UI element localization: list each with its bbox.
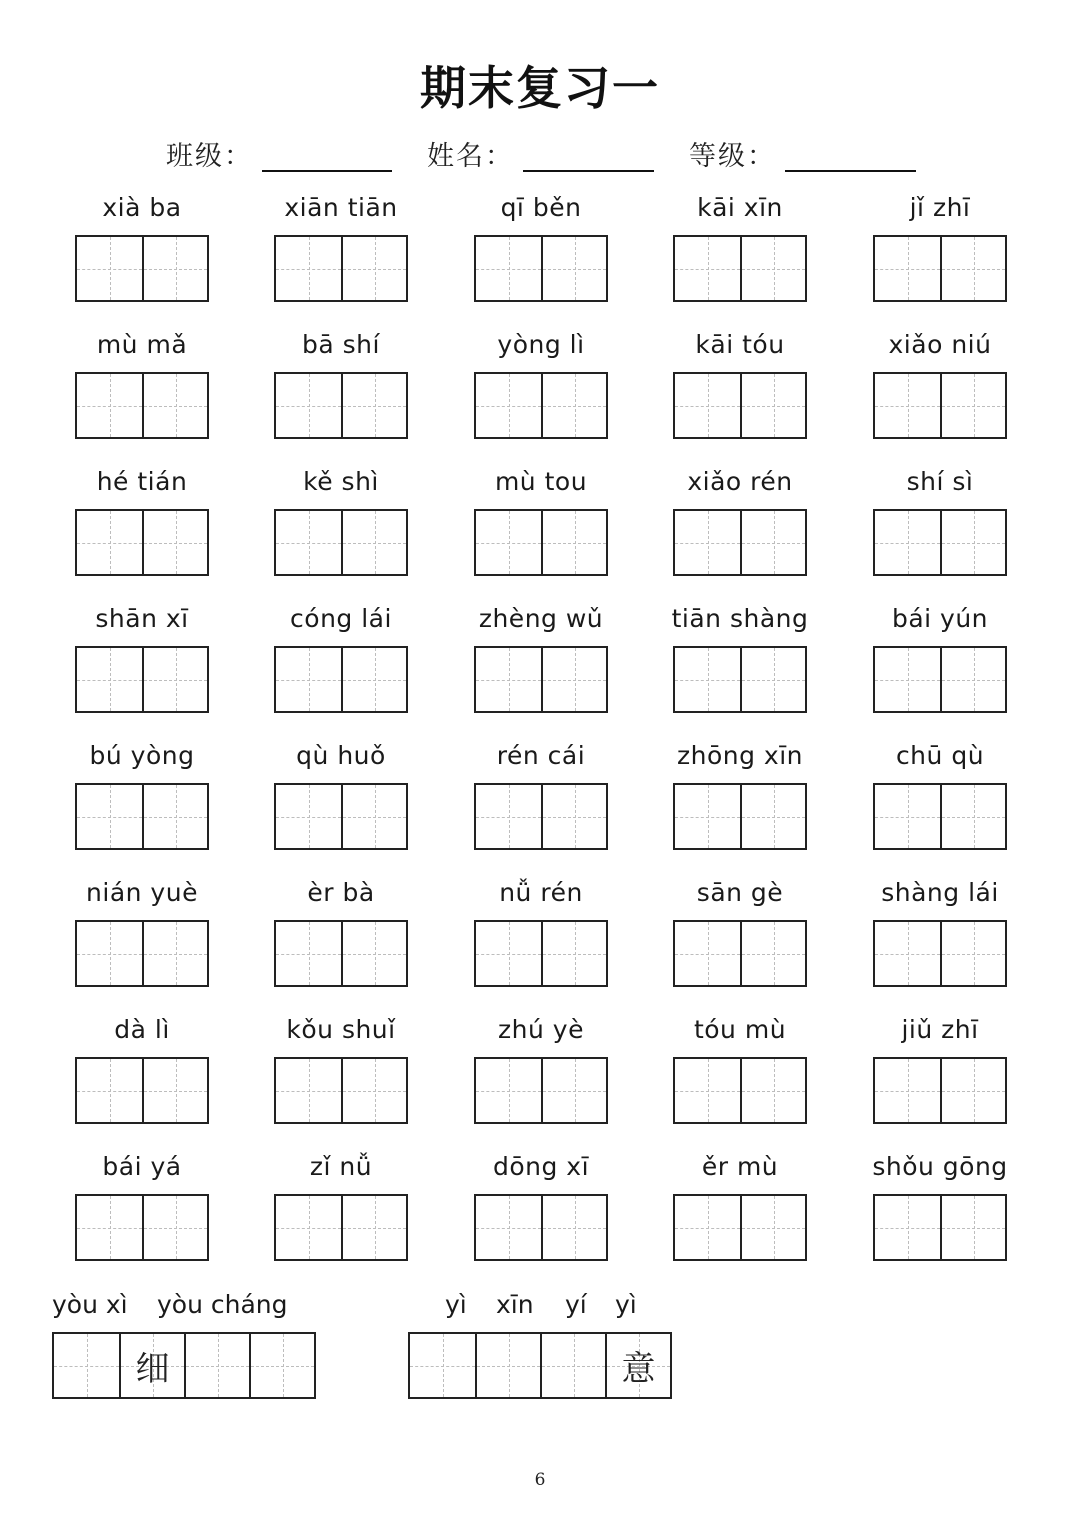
word-pinyin: shǒu gōng xyxy=(872,1152,1008,1181)
writing-boxes xyxy=(673,235,807,302)
writing-cell[interactable] xyxy=(740,1196,805,1259)
writing-boxes xyxy=(474,372,608,439)
writing-boxes xyxy=(75,1057,209,1124)
writing-cell[interactable] xyxy=(341,785,406,848)
word-pinyin: yòng lì xyxy=(497,330,585,359)
writing-cell[interactable] xyxy=(940,374,1005,437)
writing-cell[interactable] xyxy=(276,922,341,985)
word-pinyin: sān gè xyxy=(696,878,784,907)
word-pinyin: èr bà xyxy=(307,878,375,907)
writing-cell[interactable] xyxy=(341,648,406,711)
writing-boxes xyxy=(75,509,209,576)
writing-cell[interactable] xyxy=(77,1196,142,1259)
writing-cell[interactable] xyxy=(940,237,1005,300)
writing-cell[interactable] xyxy=(940,1059,1005,1122)
writing-cell[interactable] xyxy=(142,648,207,711)
writing-boxes xyxy=(873,372,1007,439)
idiom-pinyin: xīn xyxy=(496,1290,534,1319)
writing-cell[interactable] xyxy=(410,1334,475,1397)
writing-cell[interactable] xyxy=(541,237,606,300)
word-pinyin: kǒu shuǐ xyxy=(286,1015,396,1044)
word-pinyin: bú yòng xyxy=(89,741,195,770)
writing-cell[interactable] xyxy=(740,374,805,437)
word-pinyin: nǚ rén xyxy=(499,878,583,907)
writing-cell[interactable] xyxy=(276,1059,341,1122)
writing-cell[interactable] xyxy=(740,511,805,574)
writing-cell[interactable] xyxy=(341,374,406,437)
writing-boxes xyxy=(75,646,209,713)
writing-boxes xyxy=(873,235,1007,302)
word-pinyin: kě shì xyxy=(303,467,379,496)
word-pinyin: xià ba xyxy=(102,193,182,222)
grade-blank-line[interactable] xyxy=(785,170,916,172)
page-number: 6 xyxy=(534,1470,546,1490)
idiom-pinyin: yì xyxy=(615,1290,637,1319)
writing-cell[interactable] xyxy=(875,785,940,848)
word-pinyin: zhèng wǔ xyxy=(478,604,604,633)
writing-boxes xyxy=(474,509,608,576)
writing-cell[interactable] xyxy=(276,785,341,848)
writing-boxes xyxy=(474,920,608,987)
writing-boxes xyxy=(873,1194,1007,1261)
writing-cell[interactable] xyxy=(675,1059,740,1122)
writing-boxes xyxy=(75,372,209,439)
writing-boxes xyxy=(75,920,209,987)
word-pinyin: qù huǒ xyxy=(296,741,386,770)
writing-cell[interactable] xyxy=(875,1059,940,1122)
word-pinyin: mù mǎ xyxy=(96,330,188,359)
writing-cell[interactable] xyxy=(142,511,207,574)
writing-boxes xyxy=(274,646,408,713)
writing-cell[interactable] xyxy=(541,1059,606,1122)
writing-boxes xyxy=(75,235,209,302)
writing-cell[interactable] xyxy=(476,1196,541,1259)
student-info-row xyxy=(0,130,1080,180)
writing-boxes xyxy=(274,235,408,302)
writing-cell[interactable] xyxy=(675,1196,740,1259)
writing-cell[interactable] xyxy=(77,1059,142,1122)
writing-cell[interactable] xyxy=(476,1059,541,1122)
name-field xyxy=(427,130,657,174)
word-pinyin: zhōng xīn xyxy=(676,741,803,770)
writing-cell[interactable] xyxy=(541,922,606,985)
idiom-pinyin: yí xyxy=(565,1290,587,1319)
writing-cell[interactable] xyxy=(675,648,740,711)
writing-boxes xyxy=(873,509,1007,576)
word-pinyin: xiǎo rén xyxy=(687,467,793,496)
writing-cell[interactable] xyxy=(476,785,541,848)
word-pinyin: dōng xī xyxy=(492,1152,590,1181)
writing-boxes xyxy=(673,1057,807,1124)
word-pinyin: kāi xīn xyxy=(697,193,783,222)
writing-cell[interactable] xyxy=(142,785,207,848)
writing-cell[interactable] xyxy=(675,237,740,300)
word-pinyin: shān xī xyxy=(95,604,189,633)
writing-cell[interactable] xyxy=(77,374,142,437)
writing-boxes xyxy=(274,372,408,439)
writing-cell[interactable] xyxy=(276,374,341,437)
idiom-pinyin: yì xyxy=(445,1290,467,1319)
word-pinyin: bái yún xyxy=(891,604,989,633)
word-pinyin: rén cái xyxy=(496,741,586,770)
word-pinyin: bái yá xyxy=(102,1152,182,1181)
writing-boxes xyxy=(673,646,807,713)
word-pinyin: chū qù xyxy=(895,741,985,770)
writing-boxes xyxy=(873,783,1007,850)
writing-boxes xyxy=(873,646,1007,713)
writing-boxes xyxy=(274,783,408,850)
writing-boxes xyxy=(274,1057,408,1124)
writing-boxes xyxy=(873,920,1007,987)
writing-cell[interactable] xyxy=(142,1059,207,1122)
writing-boxes xyxy=(474,1057,608,1124)
writing-cell[interactable] xyxy=(740,785,805,848)
writing-boxes xyxy=(75,783,209,850)
writing-boxes xyxy=(474,783,608,850)
writing-boxes xyxy=(474,235,608,302)
word-pinyin: xiān tiān xyxy=(284,193,398,222)
writing-boxes xyxy=(673,509,807,576)
class-label: 班级： xyxy=(166,141,253,172)
writing-boxes xyxy=(75,1194,209,1261)
writing-cell[interactable] xyxy=(341,1059,406,1122)
writing-cell[interactable] xyxy=(875,922,940,985)
writing-cell[interactable] xyxy=(541,648,606,711)
writing-cell[interactable] xyxy=(276,237,341,300)
writing-cell[interactable] xyxy=(940,785,1005,848)
writing-cell[interactable] xyxy=(940,1196,1005,1259)
writing-cell[interactable] xyxy=(249,1334,314,1397)
grade-label: 等级： xyxy=(689,141,776,172)
writing-cell[interactable] xyxy=(77,511,142,574)
word-pinyin: ěr mù xyxy=(701,1152,779,1181)
writing-cell[interactable] xyxy=(142,237,207,300)
name-blank-line[interactable] xyxy=(523,170,654,172)
writing-boxes xyxy=(673,1194,807,1261)
given-character: 细 xyxy=(135,1349,170,1389)
writing-cell[interactable] xyxy=(142,1196,207,1259)
writing-cell[interactable] xyxy=(341,1196,406,1259)
word-pinyin: cóng lái xyxy=(290,604,392,633)
writing-boxes xyxy=(274,1194,408,1261)
writing-cell[interactable] xyxy=(276,1196,341,1259)
writing-cell[interactable] xyxy=(77,785,142,848)
word-pinyin: zǐ nǚ xyxy=(309,1152,373,1181)
writing-cell[interactable] xyxy=(77,648,142,711)
writing-cell[interactable] xyxy=(54,1334,119,1397)
writing-cell[interactable] xyxy=(541,1196,606,1259)
writing-boxes xyxy=(673,920,807,987)
writing-cell[interactable] xyxy=(341,922,406,985)
writing-cell[interactable] xyxy=(476,922,541,985)
writing-cell[interactable] xyxy=(675,374,740,437)
word-pinyin: shàng lái xyxy=(881,878,999,907)
word-pinyin: zhú yè xyxy=(498,1015,584,1044)
word-pinyin: jǐ zhī xyxy=(909,193,971,222)
writing-cell[interactable] xyxy=(740,922,805,985)
writing-cell[interactable] xyxy=(675,785,740,848)
idiom-item xyxy=(52,1290,318,1398)
word-pinyin: hé tián xyxy=(96,467,188,496)
writing-cell[interactable] xyxy=(77,922,142,985)
word-pinyin: jiǔ zhī xyxy=(901,1015,979,1044)
writing-cell[interactable] xyxy=(142,374,207,437)
writing-cell[interactable] xyxy=(276,511,341,574)
writing-boxes xyxy=(274,920,408,987)
name-label: 姓名： xyxy=(427,141,514,172)
class-blank-line[interactable] xyxy=(262,170,392,172)
writing-cell[interactable] xyxy=(740,237,805,300)
writing-cell[interactable] xyxy=(875,374,940,437)
word-pinyin: mù tou xyxy=(494,467,588,496)
writing-cell[interactable] xyxy=(740,648,805,711)
writing-boxes xyxy=(474,1194,608,1261)
writing-boxes xyxy=(474,646,608,713)
writing-cell[interactable] xyxy=(875,511,940,574)
writing-cell[interactable] xyxy=(341,237,406,300)
idiom-writing-boxes xyxy=(408,1332,672,1399)
writing-cell[interactable] xyxy=(940,922,1005,985)
word-pinyin: nián yuè xyxy=(86,878,198,907)
word-pinyin: tóu mù xyxy=(693,1015,787,1044)
writing-cell[interactable] xyxy=(184,1334,249,1397)
writing-cell[interactable] xyxy=(541,374,606,437)
word-pinyin: xiǎo niú xyxy=(888,330,992,359)
idiom-pinyin: yòu cháng xyxy=(157,1290,288,1319)
class-field xyxy=(166,130,394,174)
writing-cell[interactable] xyxy=(541,511,606,574)
word-pinyin: kāi tóu xyxy=(695,330,785,359)
writing-cell[interactable] xyxy=(675,511,740,574)
writing-boxes xyxy=(673,372,807,439)
writing-cell[interactable] xyxy=(142,922,207,985)
writing-cell[interactable] xyxy=(276,648,341,711)
word-pinyin: dà lì xyxy=(114,1015,170,1044)
writing-cell[interactable] xyxy=(940,648,1005,711)
idiom-pinyin: yòu xì xyxy=(52,1290,128,1319)
grade-field xyxy=(689,130,919,174)
word-pinyin: bā shí xyxy=(302,330,380,359)
writing-cell[interactable] xyxy=(875,648,940,711)
writing-cell[interactable] xyxy=(476,511,541,574)
writing-cell[interactable] xyxy=(476,374,541,437)
writing-boxes xyxy=(873,1057,1007,1124)
writing-cell[interactable] xyxy=(119,1334,184,1397)
writing-cell[interactable] xyxy=(77,237,142,300)
writing-cell[interactable] xyxy=(740,1059,805,1122)
word-pinyin: qī běn xyxy=(500,193,582,222)
writing-cell[interactable] xyxy=(940,511,1005,574)
writing-cell[interactable] xyxy=(476,648,541,711)
word-pinyin: tiān shàng xyxy=(671,604,809,633)
writing-boxes xyxy=(274,509,408,576)
writing-cell[interactable] xyxy=(605,1334,670,1397)
idiom-item xyxy=(408,1290,674,1398)
writing-cell[interactable] xyxy=(476,237,541,300)
idiom-writing-boxes xyxy=(52,1332,316,1399)
writing-cell[interactable] xyxy=(475,1334,540,1397)
writing-cell[interactable] xyxy=(875,237,940,300)
writing-cell[interactable] xyxy=(875,1196,940,1259)
page-title: 期末复习一 xyxy=(420,61,660,115)
word-pinyin: shí sì xyxy=(906,467,974,496)
writing-cell[interactable] xyxy=(341,511,406,574)
writing-cell[interactable] xyxy=(675,922,740,985)
writing-cell[interactable] xyxy=(540,1334,605,1397)
writing-cell[interactable] xyxy=(541,785,606,848)
given-character: 意 xyxy=(621,1349,656,1389)
writing-boxes xyxy=(673,783,807,850)
